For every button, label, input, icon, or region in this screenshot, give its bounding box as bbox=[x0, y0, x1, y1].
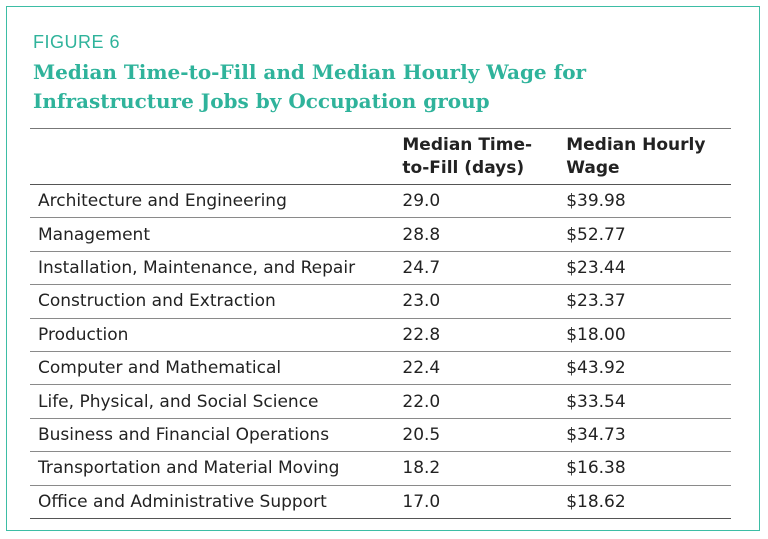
occupation-cell: Architecture and Engineering bbox=[30, 185, 402, 218]
wage-cell: $39.98 bbox=[566, 185, 731, 218]
header-time-to-fill-line1: Median Time- bbox=[402, 135, 533, 155]
wage-cell: $34.73 bbox=[566, 418, 731, 451]
wage-cell: $16.38 bbox=[566, 452, 731, 485]
time-to-fill-cell: 23.0 bbox=[402, 285, 566, 318]
time-to-fill-cell: 22.0 bbox=[402, 385, 566, 418]
data-table bbox=[30, 128, 731, 519]
table-row bbox=[30, 351, 731, 384]
time-to-fill-cell: 28.8 bbox=[402, 218, 566, 251]
time-to-fill-cell: 29.0 bbox=[402, 185, 566, 218]
table-row bbox=[30, 452, 731, 485]
table-row bbox=[30, 218, 731, 251]
table-header-row bbox=[30, 129, 731, 185]
wage-cell: $52.77 bbox=[566, 218, 731, 251]
occupation-cell: Production bbox=[30, 318, 402, 351]
wage-cell: $23.37 bbox=[566, 285, 731, 318]
table-row bbox=[30, 385, 731, 418]
time-to-fill-cell: 22.4 bbox=[402, 351, 566, 384]
time-to-fill-cell: 18.2 bbox=[402, 452, 566, 485]
header-hourly-wage-line1: Median Hourly bbox=[566, 135, 706, 155]
occupation-cell: Office and Administrative Support bbox=[30, 485, 402, 518]
table-row bbox=[30, 285, 731, 318]
header-hourly-wage bbox=[566, 129, 731, 185]
wage-cell: $18.62 bbox=[566, 485, 731, 518]
table-row bbox=[30, 251, 731, 284]
header-time-to-fill-line2: to-Fill (days) bbox=[402, 158, 525, 178]
header-hourly-wage-line2: Wage bbox=[566, 158, 620, 178]
occupation-cell: Computer and Mathematical bbox=[30, 351, 402, 384]
occupation-cell: Management bbox=[30, 218, 402, 251]
time-to-fill-cell: 17.0 bbox=[402, 485, 566, 518]
figure-title: Median Time-to-Fill and Median Hourly Wage for Infrastructure Jobs by Occupation group bbox=[33, 60, 587, 113]
time-to-fill-cell: 22.8 bbox=[402, 318, 566, 351]
time-to-fill-cell: 20.5 bbox=[402, 418, 566, 451]
wage-cell: $18.00 bbox=[566, 318, 731, 351]
header-occupation bbox=[30, 129, 402, 185]
table-row bbox=[30, 485, 731, 518]
table-row bbox=[30, 185, 731, 218]
occupation-cell: Life, Physical, and Social Science bbox=[30, 385, 402, 418]
occupation-cell: Business and Financial Operations bbox=[30, 418, 402, 451]
table-row bbox=[30, 318, 731, 351]
wage-cell: $23.44 bbox=[566, 251, 731, 284]
wage-cell: $33.54 bbox=[566, 385, 731, 418]
occupation-cell: Transportation and Material Moving bbox=[30, 452, 402, 485]
figure-label: FIGURE 6 bbox=[33, 32, 121, 52]
time-to-fill-cell: 24.7 bbox=[402, 251, 566, 284]
wage-cell: $43.92 bbox=[566, 351, 731, 384]
header-time-to-fill bbox=[402, 129, 566, 185]
occupation-cell: Construction and Extraction bbox=[30, 285, 402, 318]
table-row bbox=[30, 418, 731, 451]
occupation-cell: Installation, Maintenance, and Repair bbox=[30, 251, 402, 284]
